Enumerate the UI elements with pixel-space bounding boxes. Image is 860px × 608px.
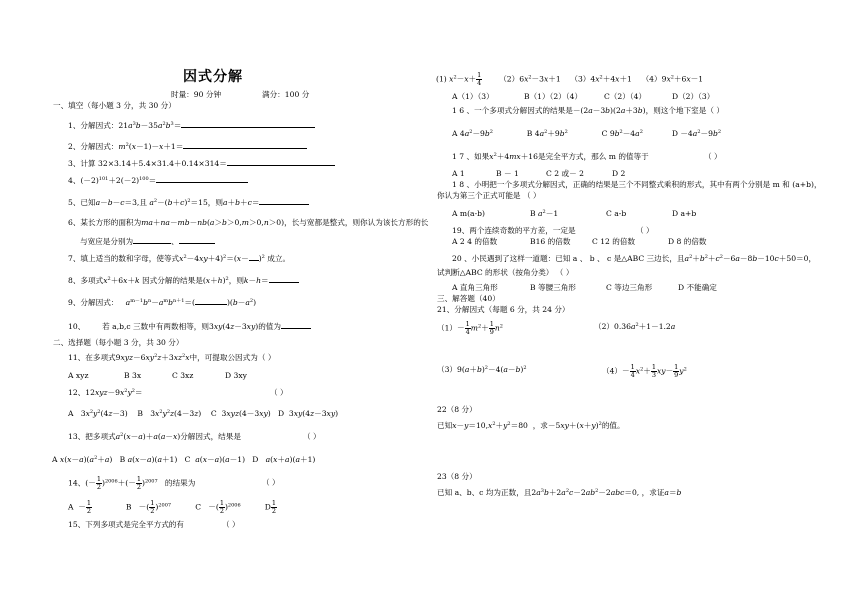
question-21-part-4: （4）－ $\frac{1}{4}$ $x^2+$ $\frac{1}{3}$ xy－ $\frac{1}{9}$ $y^2$ (602, 363, 687, 379)
question-13-options: A $x(x-a)(a^2+a)$ B a(x－a)(a＋1) C a(x－a)(a－1) D a(x＋a)(a＋1) (52, 455, 316, 464)
question-12: 12、$12xyz-9x^2y^2=$ (68, 388, 143, 397)
question-18-option-d: D a+b (672, 209, 697, 218)
question-17-option-a: A 1 (452, 169, 465, 178)
question-15-option-a: A（1）（3） (452, 92, 494, 101)
question-10: 10、 若 a,b,c 三数中有两数相等，则3xy(4z－3xy)的值为 (68, 321, 311, 331)
question-14-options: A － $\frac{1}{2}$ B －( $\frac{1}{2}$ )$^{2007}$ C －( $\frac{1}{2}$ )$^{2006}$ D $\frac{1}{2}$ (68, 499, 277, 515)
exam-time: 时量：90 分钟 (171, 90, 222, 99)
question-22-header: 22（8 分） (437, 405, 477, 414)
question-20-option-d: D 不能确定 (678, 283, 717, 292)
question-19-option-a: A 2 4 的倍数 (452, 237, 498, 246)
question-22: 已知$x-y=10,x^2+y^2=80$ ，求$-5xy+(x+y)^2$的值。 (437, 421, 625, 430)
question-13-paren: （ ） (303, 432, 321, 441)
question-15-paren: （ ） (222, 520, 240, 529)
question-17-option-b: B － 1 (496, 169, 519, 178)
question-21-part-3: $(3)9(a+b)^2-4(a-b)^2$ (437, 365, 527, 374)
question-11-option-b: B 3x (124, 371, 142, 380)
question-15-option-b: B（1）（2）（4） (524, 92, 583, 101)
question-15-option-c: C（2）（4） (604, 92, 647, 101)
question-19-paren: （ ） (636, 226, 654, 235)
question-17: 1 7 、如果$x^2+4mx+16$是完全平方式，那么 m 的值等于 (452, 152, 649, 161)
page-title: 因式分解 (183, 69, 243, 85)
question-21-header: 21、分解因式（每题 6 分，共 24 分） (437, 305, 570, 314)
question-12-paren: （ ） (270, 388, 288, 397)
question-18-option-a: A m(a-b) (452, 209, 485, 218)
question-15: 15、下列多项式是完全平方式的有 (68, 520, 184, 529)
question-3: 3、计算 32×3.14＋5.4×31.4＋0.14×314＝ (68, 158, 335, 168)
question-19: 19、两个连续奇数的平方差，一定是 (452, 226, 576, 235)
question-17-paren: （ ） (704, 152, 722, 161)
question-18-option-c: C a-b (606, 209, 627, 218)
question-20-option-b: B 等腰三角形 (530, 283, 576, 292)
question-23: 已知 a、b、c 均为正数，且$2a^3b+2a^2c-2ab^2-2abc=0$, ，求证a＝b (437, 488, 682, 497)
question-19-option-b: B16 的倍数 (530, 237, 571, 246)
question-19-option-c: C 12 的倍数 (592, 237, 636, 246)
question-11-option-c: C 3xz (172, 371, 194, 380)
question-7: 7、填上适当的数和字母，使等式$x^2-4xy+4)^2=(x- )^2$ 成立。 (68, 254, 291, 263)
question-12-options: A $3x^2y^2(4z-3)$ B $3x^2y^2z(4-3z)$ C 3xyz(4－3xy) D 3xy(4z－3xy) (68, 409, 339, 418)
question-18-option-b: B $a^2-1$ (530, 209, 559, 218)
question-11: 11、在多项式$9xyz-6xy^2z+3xz^2x$中，可提取公因式为（ ） (68, 353, 276, 362)
question-17-option-d: D 2 (612, 169, 626, 178)
section-solve-header: 三、解答题（40） (437, 294, 500, 303)
question-19-option-d: D 8 的倍数 (668, 237, 707, 246)
question-13: 13、把多项式$a^2(x-a)+a(a-x)$分解因式，结果是 (68, 432, 241, 441)
question-15-option-d: D（2）（3） (672, 92, 715, 101)
question-5: 5、已知a－b－c＝3,且 $a^2-(b+c)^2=15$，则a＋b＋c＝ (68, 197, 309, 207)
question-21-part-1: （1）－ $\frac{1}{4}$ $m^2+$ $\frac{1}{9}$ $n^2$ (437, 320, 503, 336)
question-8: 8、多项式$x^2+6x+k$ 因式分解的结果是$(x+h)^2$，则k－h＝ (68, 275, 299, 285)
question-1: 1、分解因式：$21a^3b-35a^2b^3=$ (68, 120, 315, 130)
question-20-option-c: C 等边三角形 (606, 283, 653, 292)
question-11-option-d: D 3xy (225, 371, 247, 380)
question-21-part-2: $(2)0.36a^2+1-1.2a$ (594, 322, 676, 331)
question-6-cont: 与宽应是分别为 、 (80, 236, 215, 246)
question-18: 1 8 、小明把一个多项式分解因式，正确的结果是三个不同整式乘积的形式，其中有两个分别是 m 和 (a+b)， (452, 180, 822, 189)
section-choice-header: 二、选择题（每小题 3 分，共 30 分） (53, 338, 184, 347)
question-15-items: (1) $x^2-x+$ $\frac{1}{4}$ $(2)6x^2-3x+1$ $(3)4x^2+4x+1$ $(4)9x^2+6x-1$ (436, 71, 704, 87)
question-20: 20 、小民遇到了这样一道题：已知 a 、 b 、 c 是△ABC 三边长，且$a^2+b^2+c^2-6a-8b-10c+50=0$， (452, 254, 817, 263)
question-17-option-c: C 2 或－ 2 (546, 169, 584, 178)
section-fill-header: 一、填空（每小题 3 分，共 30 分） (53, 101, 176, 110)
question-23-header: 23（8 分） (437, 472, 477, 481)
question-9: 9、分解因式： $a^{m-1}b^n-a^mb^{n+1}=$( )$(b-a^2)$ (68, 298, 257, 307)
question-14-paren: （ ） (262, 478, 280, 487)
question-16: 1 6 、一个多项式分解因式的结果是－(2a－3b)(2a＋3b)，则这个地下室是（ ） (452, 106, 724, 115)
question-20-cont: 试判断△ABC 的形状（按角分类） （ ） (437, 268, 574, 277)
question-20-option-a: A 直角三角形 (452, 283, 498, 292)
question-4: 4、$(-2)^{101}+2(-2)^{100}=$ (68, 175, 248, 185)
question-18-cont: 你认为第三个正式可能是 （ ） (437, 191, 541, 200)
exam-score: 满分：100 分 (262, 90, 310, 99)
question-14: 14、(－ $\frac{1}{2}$ )$^{2006}$＋(－ $\frac{1}{2}$ )$^{2007}$ 的结果为 (68, 475, 196, 491)
question-16-options: A $4a^2-9b^2$ B $4a^2+9b^2$ C $9b^2-4a^2$ $D -4a^2-9b^2$ (452, 129, 721, 138)
question-11-option-a: A xyz (68, 371, 89, 380)
question-6: 6、某长方形的面积为ma＋na－mb－nb(a＞b＞0,m＞0,n＞0)，长与宽都是整式，则你认为该长方形的长 (68, 218, 429, 227)
question-2: 2、分解因式：$m^2(x-1)-x+1=$ (68, 141, 307, 151)
